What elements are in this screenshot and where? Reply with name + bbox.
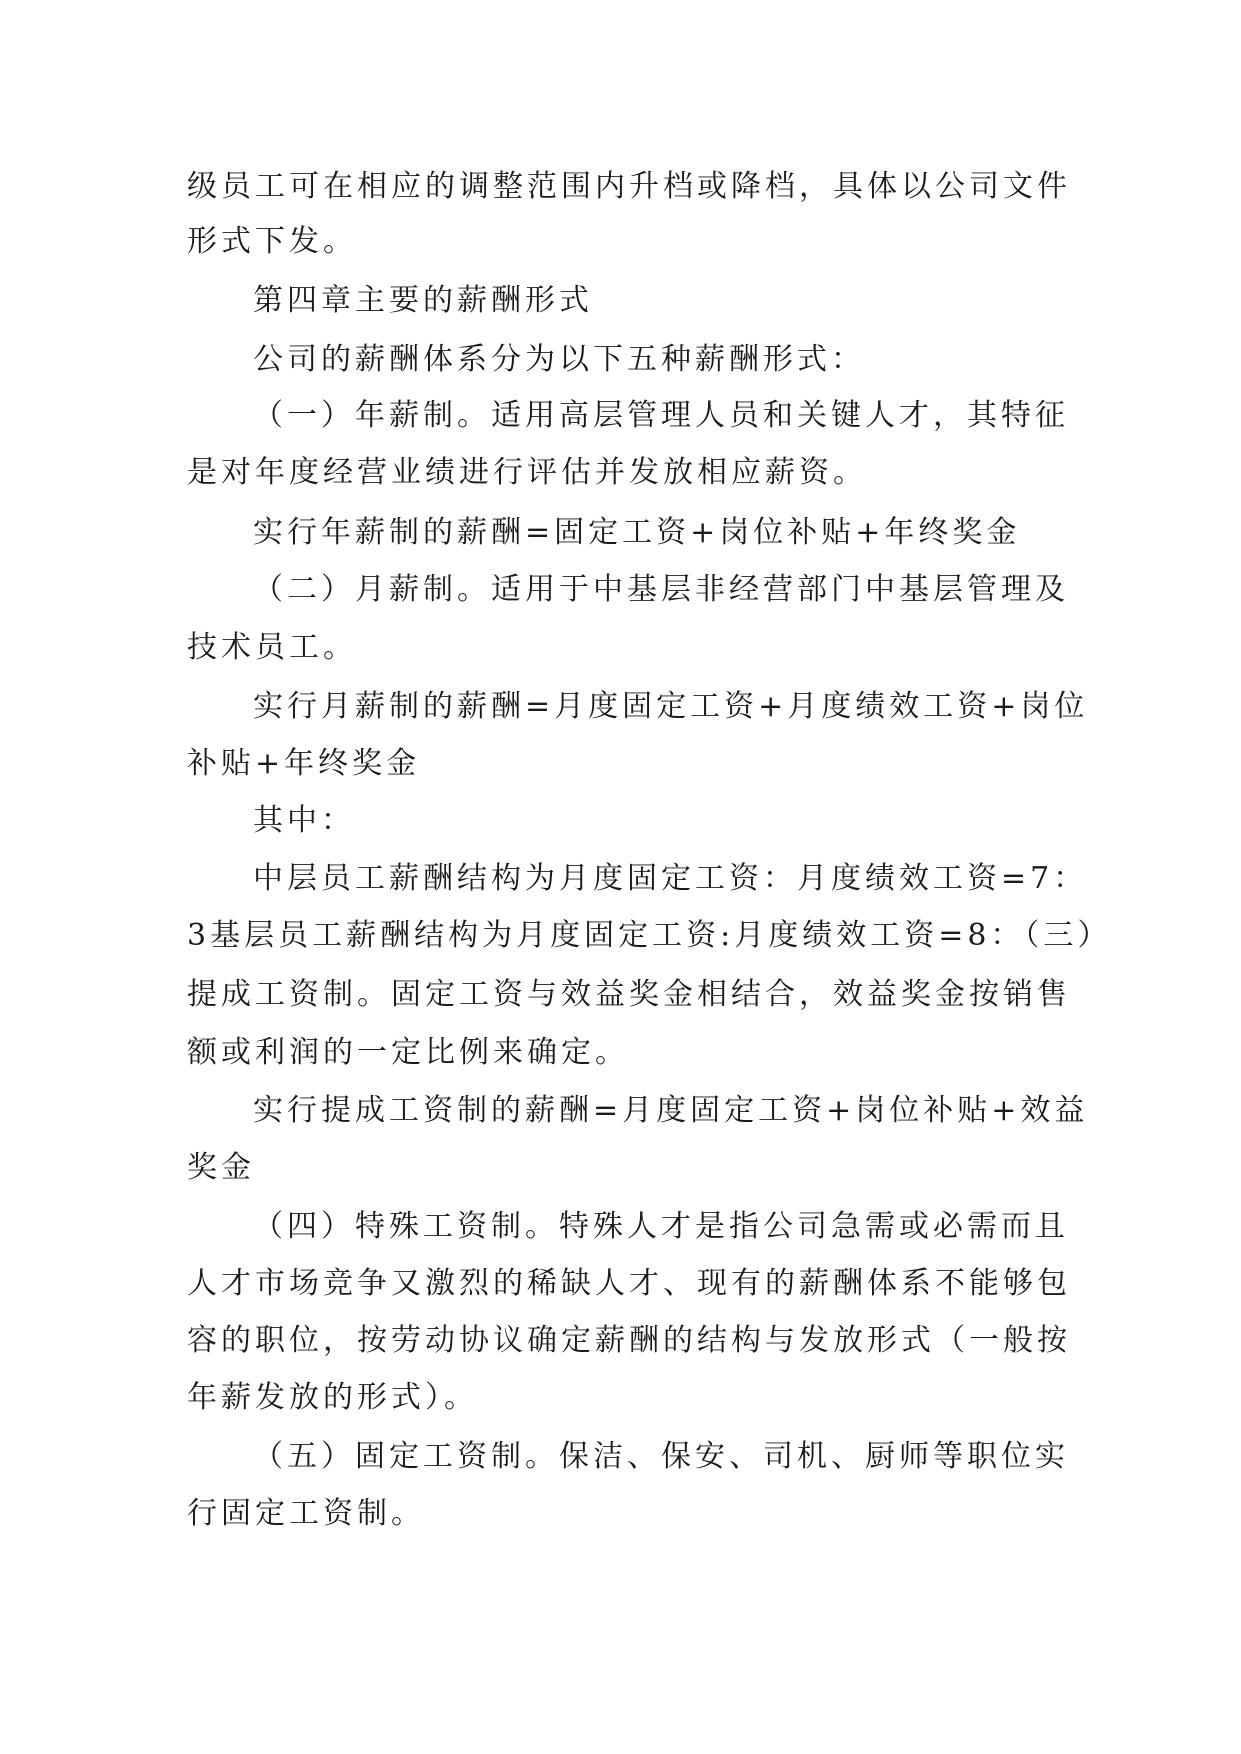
text-line: 容的职位，按劳动协议确定薪酬的结构与发放形式（一般按 [187, 1323, 1071, 1358]
formula-line: 奖金 [187, 1150, 255, 1185]
text-line: 人才市场竞争又激烈的稀缺人才、现有的薪酬体系不能够包 [187, 1266, 1071, 1301]
text-line: 行固定工资制。 [187, 1496, 425, 1531]
text-line: 技术员工。 [187, 630, 357, 665]
formula-line: 实行年薪制的薪酬=固定工资+岗位补贴+年终奖金 [253, 515, 1021, 550]
text-line: 额或利润的一定比例来确定。 [187, 1035, 629, 1070]
text-line: 形式下发。 [187, 224, 357, 259]
formula-line: 补贴+年终奖金 [187, 746, 421, 781]
section-heading: 第四章主要的薪酬形式 [253, 283, 593, 318]
text-line: 中层员工薪酬结构为月度固定工资：月度绩效工资=7： [253, 861, 1088, 896]
text-line: 是对年度经营业绩进行评估并发放相应薪资。 [187, 455, 867, 490]
text-line: （五）固定工资制。保洁、保安、司机、厨师等职位实 [253, 1439, 1069, 1474]
text-line: 提成工资制。固定工资与效益奖金相结合，效益奖金按销售 [187, 977, 1071, 1012]
text-line: 3基层员工薪酬结构为月度固定工资:月度绩效工资=8：（三） [187, 918, 1112, 953]
formula-line: 实行月薪制的薪酬=月度固定工资+月度绩效工资+岗位 [253, 689, 1089, 724]
text-line: 公司的薪酬体系分为以下五种薪酬形式： [253, 342, 865, 377]
text-line: 级员工可在相应的调整范围内升档或降档，具体以公司文件 [187, 169, 1071, 204]
formula-line: 实行提成工资制的薪酬=月度固定工资+岗位补贴+效益 [253, 1093, 1089, 1128]
text-line: 其中： [253, 803, 355, 838]
text-line: 年薪发放的形式）。 [187, 1380, 478, 1415]
text-line: （四）特殊工资制。特殊人才是指公司急需或必需而且 [253, 1209, 1069, 1244]
text-line: （一）年薪制。适用高层管理人员和关键人才，其特征 [253, 398, 1069, 433]
text-line: （二）月薪制。适用于中基层非经营部门中基层管理及 [253, 572, 1069, 607]
